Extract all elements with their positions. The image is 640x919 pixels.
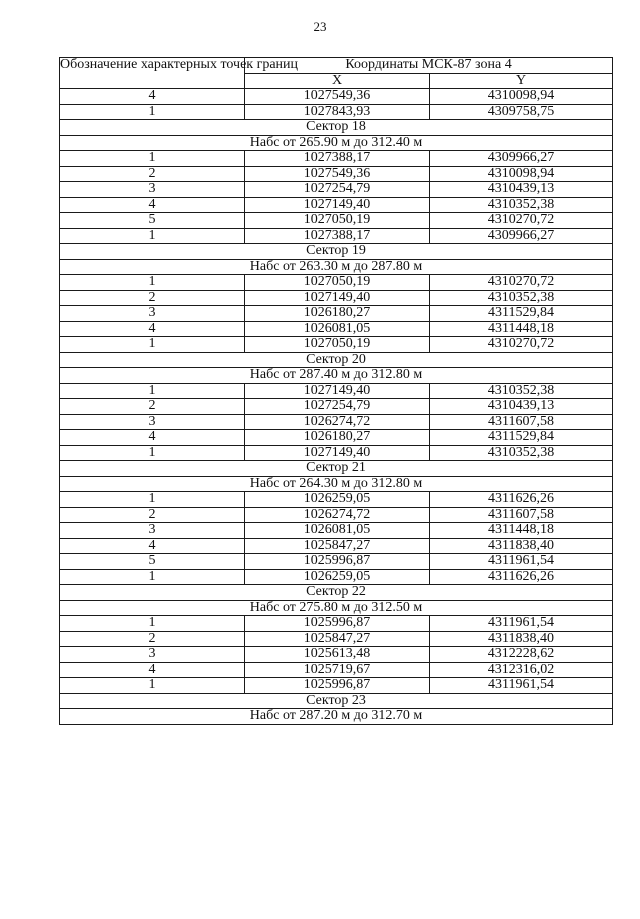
- y-column-header: Y: [430, 73, 613, 89]
- table-row: [60, 182, 613, 198]
- point-number-cell: 1: [60, 151, 245, 167]
- point-number-cell: 4: [60, 197, 245, 213]
- table-row: [60, 445, 613, 461]
- y-coordinate-cell: 4311838,40: [430, 631, 613, 647]
- point-number-cell: 4: [60, 321, 245, 337]
- y-coordinate-cell: 4311838,40: [430, 538, 613, 554]
- point-number-cell: 2: [60, 399, 245, 415]
- table-row: [60, 275, 613, 291]
- table-row: [60, 166, 613, 182]
- section-label: Сектор 20: [60, 352, 613, 368]
- table-row: [60, 399, 613, 415]
- x-coordinate-cell: 1027254,79: [245, 399, 430, 415]
- table-row: [60, 569, 613, 585]
- table-row: [60, 104, 613, 120]
- section-row: [60, 709, 613, 725]
- x-coordinate-cell: 1026274,72: [245, 414, 430, 430]
- x-coordinate-cell: 1025996,87: [245, 554, 430, 570]
- section-label: Сектор 21: [60, 461, 613, 477]
- table-row: [60, 616, 613, 632]
- x-column-header: X: [245, 73, 430, 89]
- y-coordinate-cell: 4310352,38: [430, 197, 613, 213]
- y-coordinate-cell: 4311961,54: [430, 678, 613, 694]
- point-number-cell: 2: [60, 166, 245, 182]
- x-coordinate-cell: 1027149,40: [245, 197, 430, 213]
- point-number-cell: 1: [60, 445, 245, 461]
- y-coordinate-cell: 4311448,18: [430, 523, 613, 539]
- table-row: [60, 678, 613, 694]
- section-row: [60, 585, 613, 601]
- table-row: [60, 197, 613, 213]
- table-row: [60, 228, 613, 244]
- y-coordinate-cell: 4309758,75: [430, 104, 613, 120]
- x-coordinate-cell: 1027549,36: [245, 166, 430, 182]
- y-coordinate-cell: 4311448,18: [430, 321, 613, 337]
- section-label: Набс от 265.90 м до 312.40 м: [60, 135, 613, 151]
- section-label: Сектор 23: [60, 693, 613, 709]
- section-row: [60, 600, 613, 616]
- x-coordinate-cell: 1025847,27: [245, 538, 430, 554]
- y-coordinate-cell: 4310439,13: [430, 182, 613, 198]
- x-coordinate-cell: 1025719,67: [245, 662, 430, 678]
- x-coordinate-cell: 1025613,48: [245, 647, 430, 663]
- section-row: [60, 476, 613, 492]
- x-coordinate-cell: 1026180,27: [245, 430, 430, 446]
- y-coordinate-cell: 4309966,27: [430, 151, 613, 167]
- x-coordinate-cell: 1027050,19: [245, 213, 430, 229]
- y-coordinate-cell: 4311529,84: [430, 306, 613, 322]
- point-number-cell: 3: [60, 523, 245, 539]
- point-number-cell: 1: [60, 383, 245, 399]
- x-coordinate-cell: 1026274,72: [245, 507, 430, 523]
- table-row: [60, 507, 613, 523]
- point-number-cell: 1: [60, 569, 245, 585]
- x-coordinate-cell: 1027149,40: [245, 445, 430, 461]
- x-coordinate-cell: 1027254,79: [245, 182, 430, 198]
- y-coordinate-cell: 4310098,94: [430, 89, 613, 105]
- table-row: [60, 213, 613, 229]
- table-row: [60, 151, 613, 167]
- section-label: Набс от 287.40 м до 312.80 м: [60, 368, 613, 384]
- point-number-cell: 1: [60, 228, 245, 244]
- x-coordinate-cell: 1027549,36: [245, 89, 430, 105]
- x-coordinate-cell: 1025996,87: [245, 678, 430, 694]
- section-row: [60, 244, 613, 260]
- y-coordinate-cell: 4311607,58: [430, 507, 613, 523]
- section-label: Набс от 275.80 м до 312.50 м: [60, 600, 613, 616]
- point-number-cell: 1: [60, 678, 245, 694]
- point-number-cell: 4: [60, 538, 245, 554]
- table-header: [60, 58, 613, 89]
- table-row: [60, 662, 613, 678]
- y-coordinate-cell: 4309966,27: [430, 228, 613, 244]
- x-coordinate-cell: 1025847,27: [245, 631, 430, 647]
- point-number-cell: 1: [60, 275, 245, 291]
- table-row: [60, 647, 613, 663]
- table-body: [60, 89, 613, 725]
- section-label: Набс от 287.20 м до 312.70 м: [60, 709, 613, 725]
- y-coordinate-cell: 4312228,62: [430, 647, 613, 663]
- x-coordinate-cell: 1026180,27: [245, 306, 430, 322]
- x-coordinate-cell: 1027149,40: [245, 383, 430, 399]
- point-number-cell: 2: [60, 631, 245, 647]
- section-row: [60, 135, 613, 151]
- table-row: [60, 538, 613, 554]
- y-coordinate-cell: 4310439,13: [430, 399, 613, 415]
- y-coordinate-cell: 4311626,26: [430, 569, 613, 585]
- y-coordinate-cell: 4310352,38: [430, 445, 613, 461]
- x-coordinate-cell: 1027388,17: [245, 228, 430, 244]
- x-coordinate-cell: 1027050,19: [245, 275, 430, 291]
- table-row: [60, 89, 613, 105]
- point-number-cell: 3: [60, 306, 245, 322]
- section-row: [60, 352, 613, 368]
- x-coordinate-cell: 1026259,05: [245, 569, 430, 585]
- table-row: [60, 492, 613, 508]
- y-coordinate-cell: 4310352,38: [430, 290, 613, 306]
- section-row: [60, 120, 613, 136]
- point-number-cell: 3: [60, 647, 245, 663]
- point-number-cell: 4: [60, 89, 245, 105]
- section-label: Набс от 264.30 м до 312.80 м: [60, 476, 613, 492]
- point-number-cell: 5: [60, 554, 245, 570]
- point-number-cell: 2: [60, 507, 245, 523]
- y-coordinate-cell: 4310352,38: [430, 383, 613, 399]
- point-number-cell: 1: [60, 616, 245, 632]
- y-coordinate-cell: 4310270,72: [430, 213, 613, 229]
- table-row: [60, 321, 613, 337]
- point-number-cell: 3: [60, 182, 245, 198]
- point-number-cell: 2: [60, 290, 245, 306]
- page-number: 23: [313, 19, 327, 34]
- x-coordinate-cell: 1027843,93: [245, 104, 430, 120]
- point-number-cell: 4: [60, 430, 245, 446]
- x-coordinate-cell: 1026081,05: [245, 321, 430, 337]
- coordinates-table: [59, 57, 613, 725]
- section-row: [60, 259, 613, 275]
- point-number-cell: 4: [60, 662, 245, 678]
- section-row: [60, 693, 613, 709]
- y-coordinate-cell: 4311961,54: [430, 616, 613, 632]
- point-number-cell: 3: [60, 414, 245, 430]
- x-coordinate-cell: 1027388,17: [245, 151, 430, 167]
- table-row: [60, 290, 613, 306]
- table-row: [60, 383, 613, 399]
- section-label: Сектор 18: [60, 120, 613, 136]
- point-number-cell: 5: [60, 213, 245, 229]
- x-coordinate-cell: 1025996,87: [245, 616, 430, 632]
- coordinates-system-header: Координаты МСК-87 зона 4: [245, 58, 613, 74]
- section-label: Набс от 263.30 м до 287.80 м: [60, 259, 613, 275]
- x-coordinate-cell: 1026259,05: [245, 492, 430, 508]
- y-coordinate-cell: 4310270,72: [430, 275, 613, 291]
- y-coordinate-cell: 4311626,26: [430, 492, 613, 508]
- section-row: [60, 368, 613, 384]
- section-row: [60, 461, 613, 477]
- y-coordinate-cell: 4311961,54: [430, 554, 613, 570]
- point-designation-header: Обозначение характерных точек границ: [60, 58, 245, 89]
- x-coordinate-cell: 1026081,05: [245, 523, 430, 539]
- y-coordinate-cell: 4311529,84: [430, 430, 613, 446]
- table-row: [60, 430, 613, 446]
- table-row: [60, 414, 613, 430]
- table-row: [60, 554, 613, 570]
- x-coordinate-cell: 1027050,19: [245, 337, 430, 353]
- section-label: Сектор 22: [60, 585, 613, 601]
- section-label: Сектор 19: [60, 244, 613, 260]
- point-number-cell: 1: [60, 492, 245, 508]
- table-row: [60, 523, 613, 539]
- table-row: [60, 337, 613, 353]
- point-number-cell: 1: [60, 337, 245, 353]
- y-coordinate-cell: 4312316,02: [430, 662, 613, 678]
- y-coordinate-cell: 4310098,94: [430, 166, 613, 182]
- x-coordinate-cell: 1027149,40: [245, 290, 430, 306]
- point-number-cell: 1: [60, 104, 245, 120]
- table-row: [60, 631, 613, 647]
- y-coordinate-cell: 4310270,72: [430, 337, 613, 353]
- y-coordinate-cell: 4311607,58: [430, 414, 613, 430]
- table-row: [60, 306, 613, 322]
